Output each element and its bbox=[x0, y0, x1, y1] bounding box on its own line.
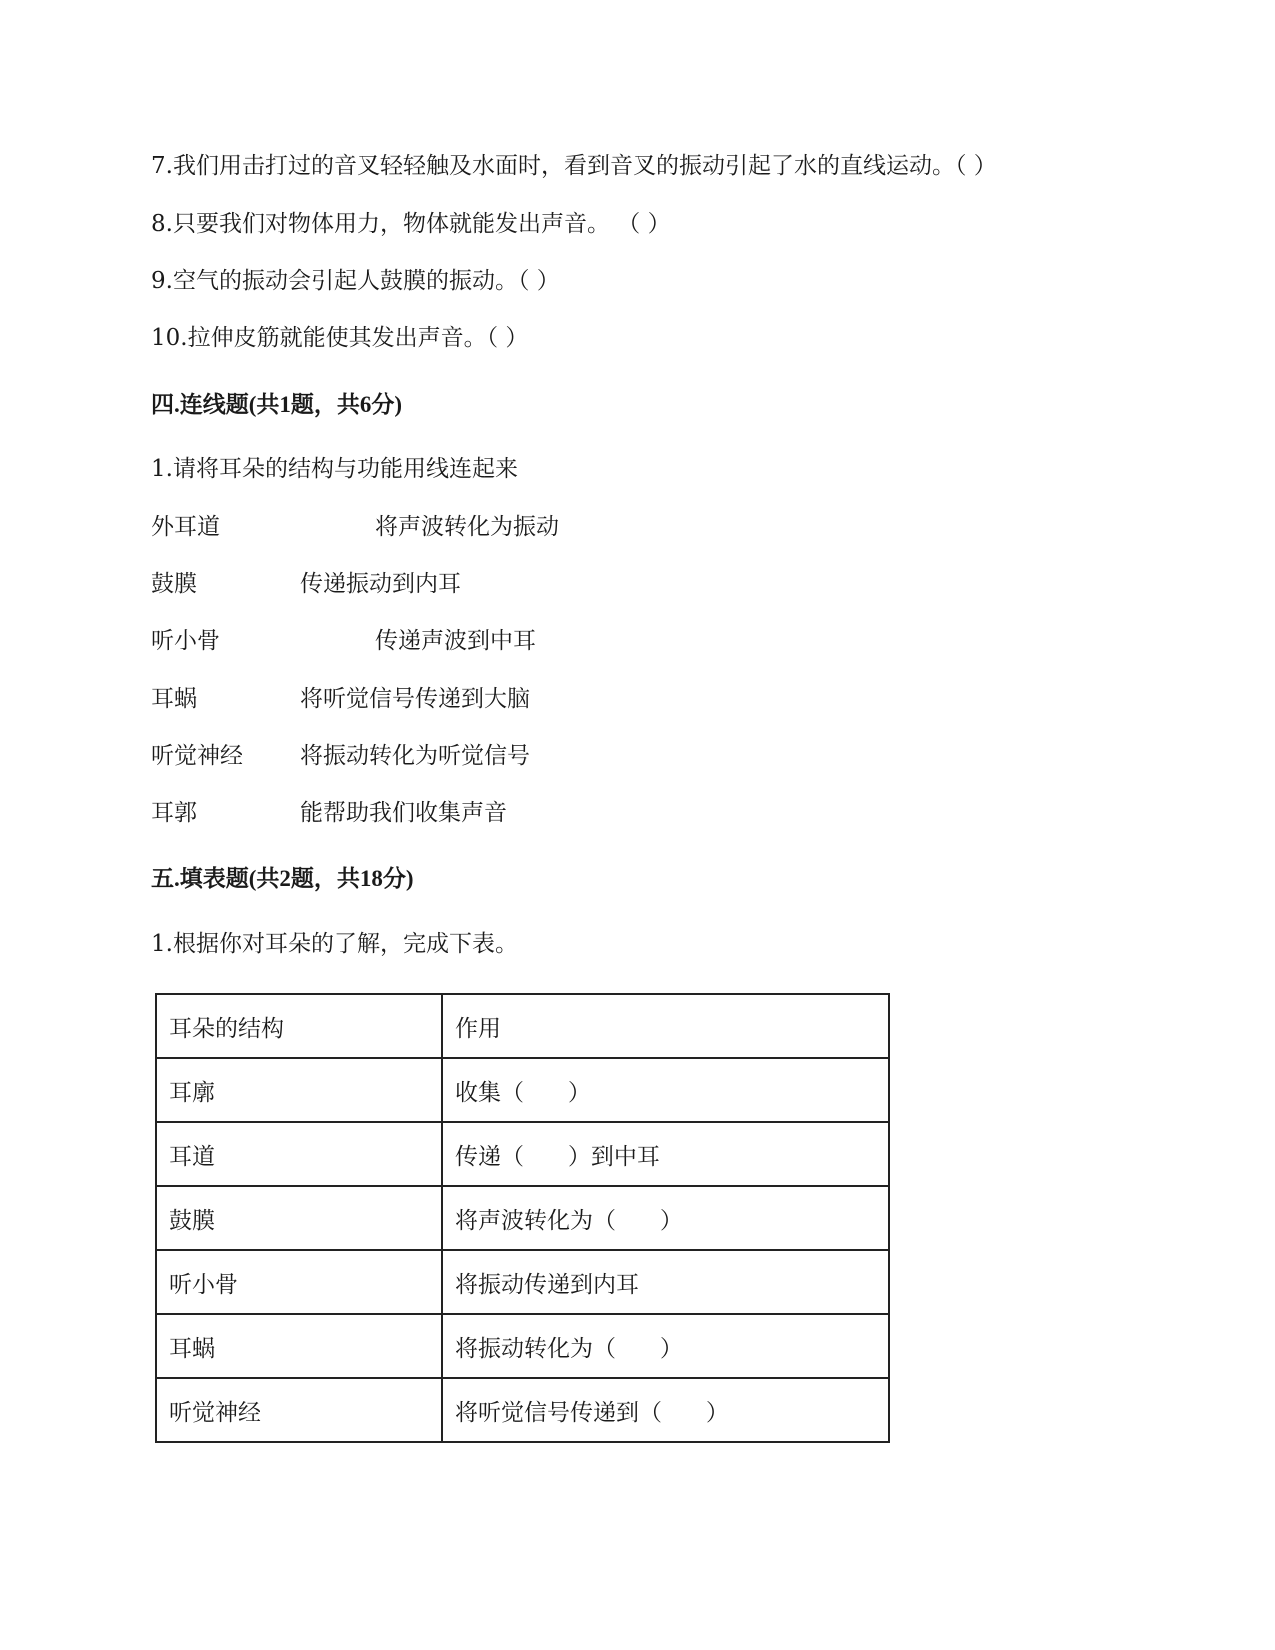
table-cell: 听小骨 bbox=[156, 1250, 442, 1314]
section5-heading: 五.填表题(共2题，共18分) bbox=[151, 866, 414, 891]
table-header-cell: 耳朵的结构 bbox=[156, 994, 442, 1058]
match-right-2: 传递振动到内耳 bbox=[300, 571, 461, 597]
table-cell: 将声波转化为（ ） bbox=[442, 1186, 889, 1250]
table-row bbox=[156, 1058, 889, 1122]
section4-heading: 四.连线题(共1题，共6分) bbox=[151, 392, 403, 417]
table-cell: 耳道 bbox=[156, 1122, 442, 1186]
match-left-1: 外耳道 bbox=[151, 514, 220, 540]
table-row bbox=[156, 1186, 889, 1250]
section4-question: 1.请将耳朵的结构与功能用线连起来 bbox=[151, 456, 518, 482]
table-cell: 听觉神经 bbox=[156, 1378, 442, 1442]
table-cell: 耳蜗 bbox=[156, 1314, 442, 1378]
judgment-item-10: 10.拉伸皮筋就能使其发出声音。（ ） bbox=[151, 325, 529, 351]
table-row bbox=[156, 1378, 889, 1442]
table-cell: 传递（ ）到中耳 bbox=[442, 1122, 889, 1186]
match-left-2: 鼓膜 bbox=[151, 571, 197, 597]
match-right-6: 能帮助我们收集声音 bbox=[300, 800, 507, 826]
match-right-4: 将听觉信号传递到大脑 bbox=[300, 686, 530, 712]
table-row bbox=[156, 1122, 889, 1186]
table-header-cell: 作用 bbox=[442, 994, 889, 1058]
table-cell: 将振动传递到内耳 bbox=[442, 1250, 889, 1314]
match-left-4: 耳蜗 bbox=[151, 686, 197, 712]
match-left-5: 听觉神经 bbox=[151, 743, 243, 769]
match-right-5: 将振动转化为听觉信号 bbox=[300, 743, 530, 769]
match-left-3: 听小骨 bbox=[151, 628, 220, 654]
table-cell: 鼓膜 bbox=[156, 1186, 442, 1250]
table-cell: 耳廓 bbox=[156, 1058, 442, 1122]
table-cell: 将听觉信号传递到（ ） bbox=[442, 1378, 889, 1442]
section5-question: 1.根据你对耳朵的了解，完成下表。 bbox=[151, 931, 518, 957]
judgment-item-7: 7.我们用击打过的音叉轻轻触及水面时，看到音叉的振动引起了水的直线运动。（ ） bbox=[151, 153, 997, 179]
judgment-item-8: 8.只要我们对物体用力，物体就能发出声音。 （ ） bbox=[151, 211, 671, 237]
table-row bbox=[156, 1314, 889, 1378]
match-right-1: 将声波转化为振动 bbox=[375, 514, 559, 540]
table-header-row bbox=[156, 994, 889, 1058]
ear-structure-table bbox=[155, 993, 890, 1443]
match-left-6: 耳郭 bbox=[151, 800, 197, 826]
judgment-item-9: 9.空气的振动会引起人鼓膜的振动。（ ） bbox=[151, 268, 560, 294]
match-right-3: 传递声波到中耳 bbox=[375, 628, 536, 654]
table-cell: 将振动转化为（ ） bbox=[442, 1314, 889, 1378]
table-cell: 收集（ ） bbox=[442, 1058, 889, 1122]
table-row bbox=[156, 1250, 889, 1314]
